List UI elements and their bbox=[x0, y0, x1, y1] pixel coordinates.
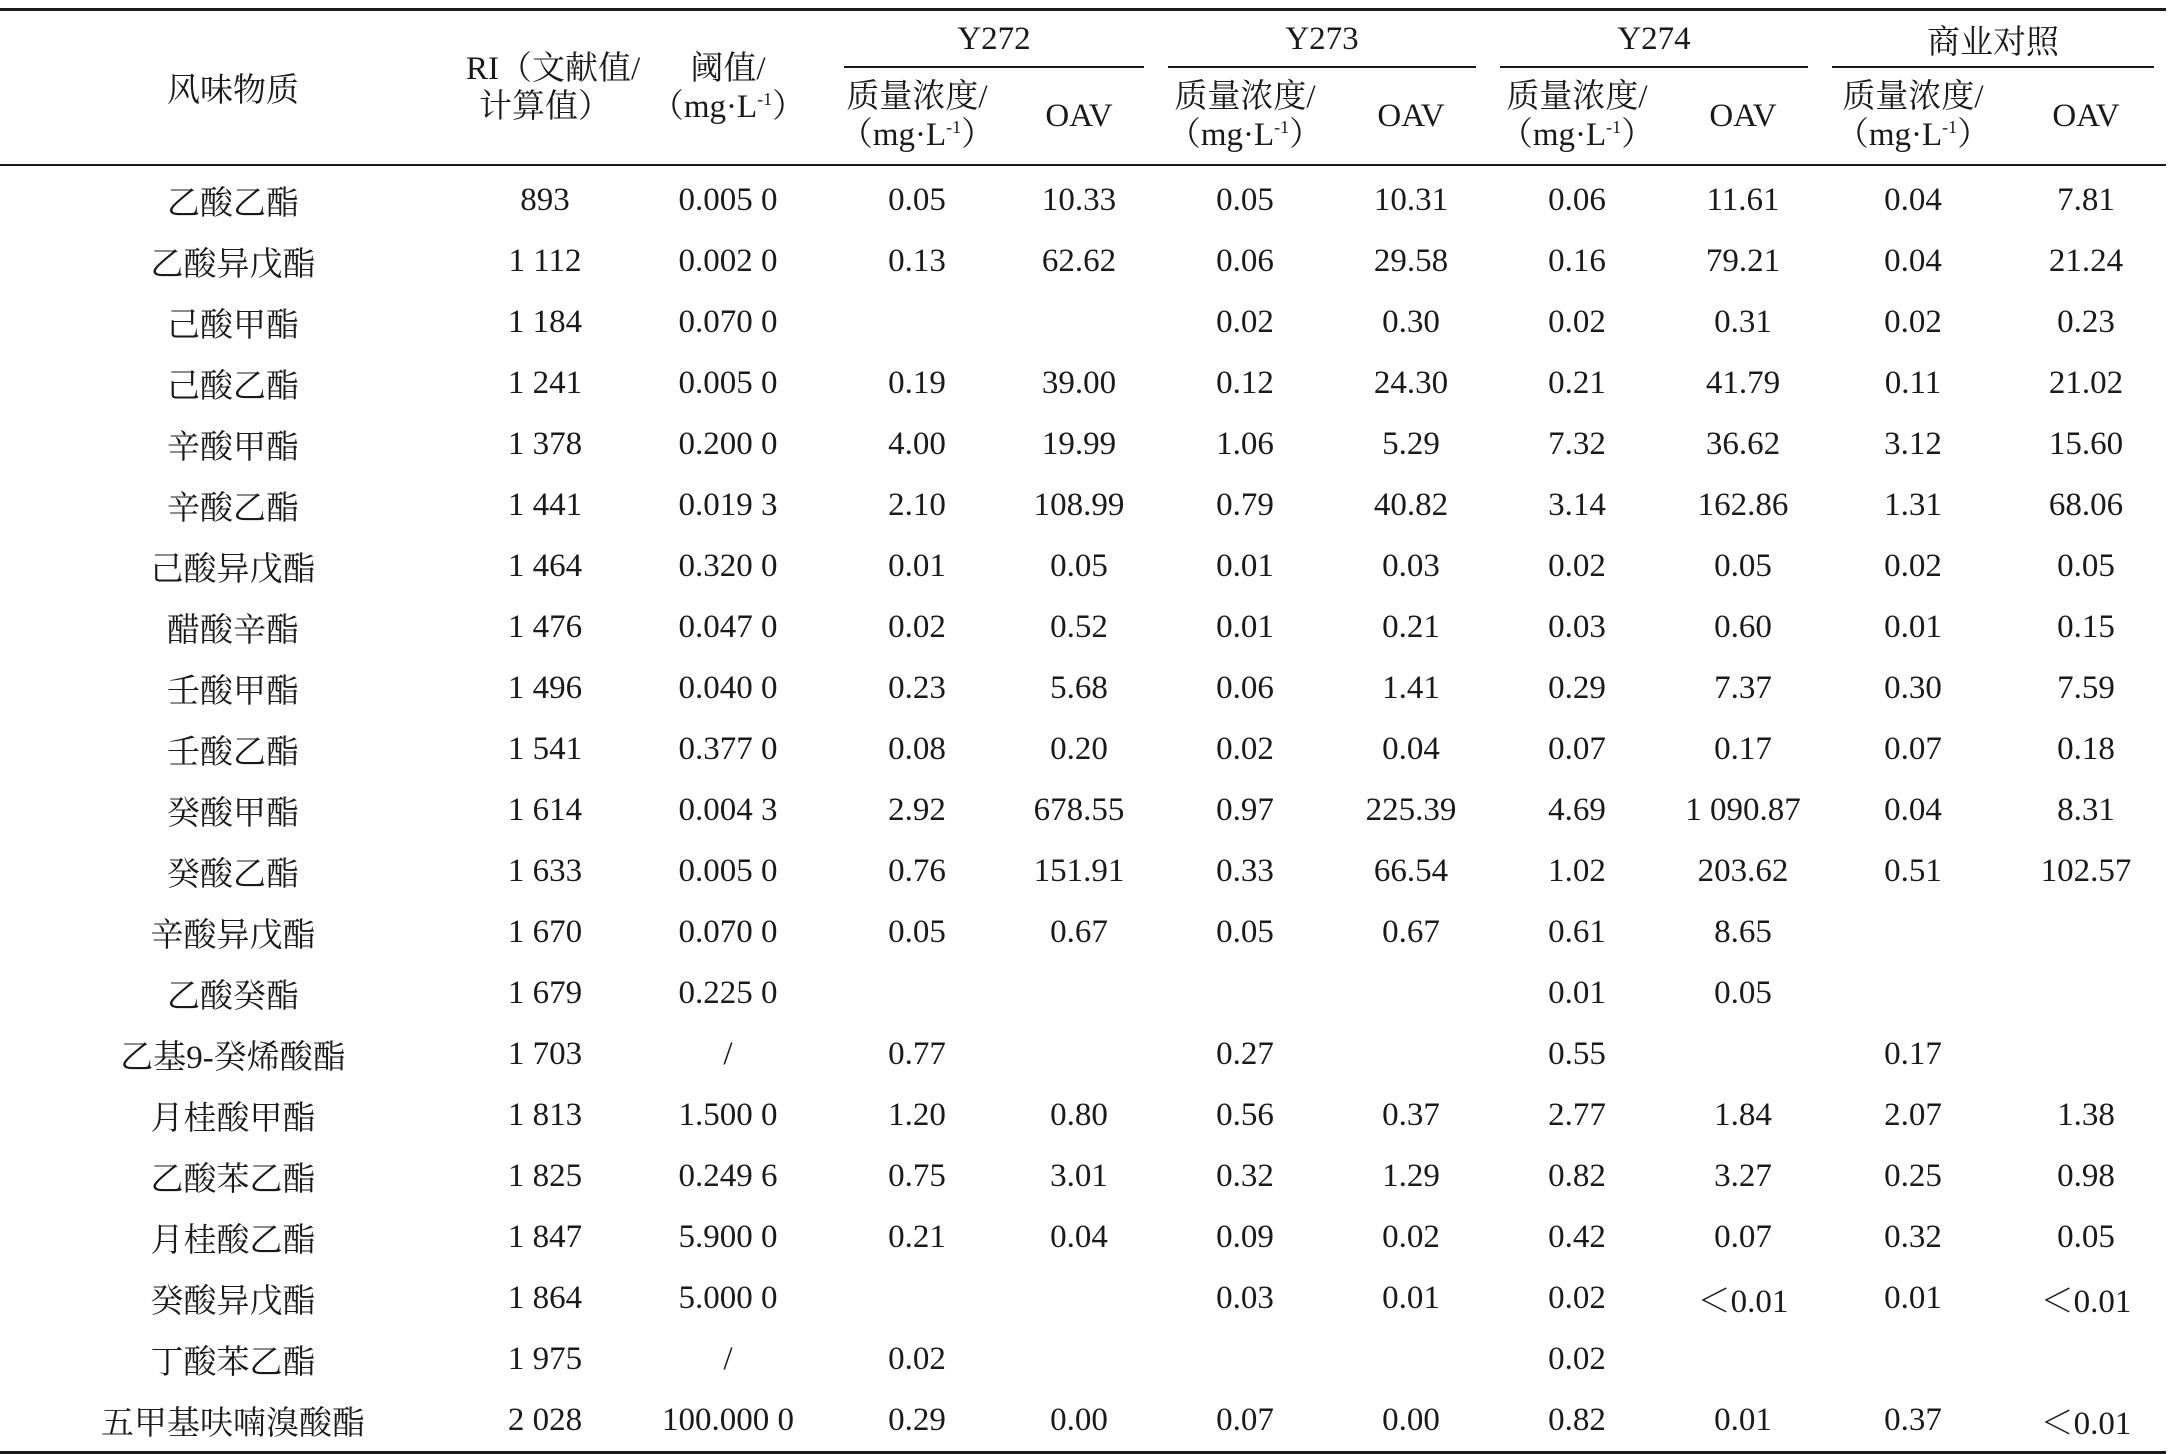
cell-threshold: 0.249 6 bbox=[678, 1158, 778, 1194]
cell-control-conc: 1.31 bbox=[1884, 487, 1942, 523]
cell-compound-name: 己酸乙酯 bbox=[167, 369, 299, 405]
cell-y274-conc: 0.82 bbox=[1548, 1158, 1606, 1194]
header-group-y274: Y274 bbox=[1488, 10, 1820, 69]
cell-ri: 1 633 bbox=[507, 853, 583, 889]
cell-y274-conc: 0.61 bbox=[1548, 914, 1606, 950]
cell-y273-oav: 0.30 bbox=[1382, 304, 1440, 340]
cell-ri: 1 184 bbox=[507, 304, 583, 340]
cell-ri: 1 112 bbox=[508, 243, 582, 279]
cell-ri: 893 bbox=[520, 182, 570, 218]
table-row bbox=[0, 658, 2166, 719]
cell-y272-oav: 39.00 bbox=[1041, 365, 1117, 401]
cell-ri: 1 703 bbox=[507, 1036, 583, 1072]
cell-y273-conc: 0.06 bbox=[1216, 243, 1274, 279]
cell-control-oav: 0.15 bbox=[2057, 609, 2115, 645]
cell-y273-oav bbox=[1334, 1329, 1488, 1390]
cell-control-oav: 0.23 bbox=[2057, 304, 2115, 340]
cell-y272-oav: 62.62 bbox=[1041, 243, 1117, 279]
table-body bbox=[0, 165, 2166, 1453]
cell-y274-oav: 0.05 bbox=[1714, 548, 1772, 584]
cell-control-conc: 0.11 bbox=[1884, 365, 1942, 401]
cell-y272-conc: 2.92 bbox=[888, 792, 946, 828]
cell-control-conc: 0.04 bbox=[1884, 182, 1942, 218]
cell-y274-conc: 0.02 bbox=[1548, 548, 1606, 584]
cell-y273-oav: 0.21 bbox=[1382, 609, 1440, 645]
table-row bbox=[0, 780, 2166, 841]
header-conc-y273: 质量浓度/ $(mg\cdot L^{-1})$ bbox=[1167, 79, 1323, 153]
cell-y274-oav: 0.60 bbox=[1714, 609, 1772, 645]
cell-control-conc: 2.07 bbox=[1884, 1097, 1942, 1133]
cell-y272-conc: 1.20 bbox=[888, 1097, 946, 1133]
cell-y272-oav: 0.52 bbox=[1050, 609, 1108, 645]
cell-control-oav: 15.60 bbox=[2048, 426, 2124, 462]
cell-ri: 1 864 bbox=[507, 1280, 583, 1316]
cell-y274-conc: 0.55 bbox=[1548, 1036, 1606, 1072]
cell-y273-oav: 29.58 bbox=[1373, 243, 1449, 279]
cell-ri: 1 476 bbox=[507, 609, 583, 645]
cell-y274-oav: 41.79 bbox=[1705, 365, 1781, 401]
cell-control-oav: ＜0.01 bbox=[2040, 1284, 2132, 1320]
cell-y272-conc: 0.05 bbox=[888, 182, 946, 218]
cell-y274-conc: 0.01 bbox=[1548, 975, 1606, 1011]
cell-y274-oav bbox=[1666, 1329, 1820, 1390]
cell-y273-conc: 0.27 bbox=[1216, 1036, 1274, 1072]
cell-control-oav: 7.59 bbox=[2057, 670, 2115, 706]
table-row bbox=[0, 902, 2166, 963]
cell-control-conc bbox=[1820, 1329, 2006, 1390]
cell-compound-name: 乙酸异戊酯 bbox=[150, 247, 316, 283]
cell-threshold: 0.070 0 bbox=[678, 304, 778, 340]
cell-control-conc: 0.02 bbox=[1884, 548, 1942, 584]
cell-control-conc: 0.01 bbox=[1884, 609, 1942, 645]
cell-control-conc: 0.25 bbox=[1884, 1158, 1942, 1194]
header-ri: RI（文献值/ 计算值） bbox=[466, 50, 641, 125]
cell-control-oav: 1.38 bbox=[2057, 1097, 2115, 1133]
cell-threshold: 0.047 0 bbox=[678, 609, 778, 645]
cell-compound-name: 癸酸异戊酯 bbox=[150, 1284, 316, 1320]
cell-threshold: 0.200 0 bbox=[678, 426, 778, 462]
cell-compound-name: 癸酸乙酯 bbox=[167, 857, 299, 893]
cell-y272-conc: 0.02 bbox=[888, 609, 946, 645]
cell-y272-oav: 0.00 bbox=[1002, 1390, 1156, 1453]
cell-y274-conc: 0.07 bbox=[1548, 731, 1606, 767]
cell-y274-conc: 0.03 bbox=[1548, 609, 1606, 645]
cell-compound-name: 乙酸苯乙酯 bbox=[150, 1162, 316, 1198]
cell-compound-name: 己酸异戊酯 bbox=[150, 552, 316, 588]
cell-y272-oav: 0.05 bbox=[1050, 548, 1108, 584]
cell-y272-conc: 0.23 bbox=[888, 670, 946, 706]
cell-threshold: 0.377 0 bbox=[678, 731, 778, 767]
cell-y274-conc: 0.42 bbox=[1548, 1219, 1606, 1255]
cell-threshold: 5.000 0 bbox=[678, 1280, 778, 1316]
cell-y274-oav: 1.84 bbox=[1714, 1097, 1772, 1133]
cell-y272-conc bbox=[832, 963, 1002, 1024]
cell-control-oav: 102.57 bbox=[2040, 853, 2132, 889]
cell-control-oav: 21.02 bbox=[2048, 365, 2124, 401]
cell-y272-oav: 151.91 bbox=[1033, 853, 1125, 889]
cell-control-oav bbox=[2006, 902, 2166, 963]
cell-y274-oav: 162.86 bbox=[1697, 487, 1789, 523]
cell-y274-oav bbox=[1666, 1024, 1820, 1085]
cell-y273-oav: 0.03 bbox=[1382, 548, 1440, 584]
cell-y272-oav: 0.04 bbox=[1050, 1219, 1108, 1255]
header-oav-y274: OAV bbox=[1709, 98, 1777, 134]
cell-ri: 1 679 bbox=[507, 975, 583, 1011]
cell-control-oav: 21.24 bbox=[2048, 243, 2124, 279]
cell-ri: 1 464 bbox=[507, 548, 583, 584]
cell-compound-name: 五甲基呋喃溴酸酯 bbox=[0, 1390, 466, 1453]
cell-threshold: 1.500 0 bbox=[678, 1097, 778, 1133]
cell-y273-oav: 40.82 bbox=[1373, 487, 1449, 523]
header-row-groups bbox=[0, 10, 2166, 69]
cell-y273-oav: 225.39 bbox=[1365, 792, 1457, 828]
cell-y274-conc: 1.02 bbox=[1548, 853, 1606, 889]
cell-y274-oav: 0.31 bbox=[1714, 304, 1772, 340]
cell-y272-conc bbox=[832, 1268, 1002, 1329]
cell-threshold: / bbox=[723, 1341, 733, 1377]
cell-control-conc: 0.30 bbox=[1884, 670, 1942, 706]
cell-ri: 1 441 bbox=[507, 487, 583, 523]
cell-threshold: 0.320 0 bbox=[678, 548, 778, 584]
cell-y274-conc: 3.14 bbox=[1548, 487, 1606, 523]
cell-y273-oav: 66.54 bbox=[1373, 853, 1449, 889]
cell-y273-oav: 5.29 bbox=[1382, 426, 1440, 462]
cell-y272-conc: 4.00 bbox=[888, 426, 946, 462]
cell-y274-oav: 79.21 bbox=[1705, 243, 1781, 279]
cell-compound-name: 癸酸甲酯 bbox=[167, 796, 299, 832]
cell-y274-conc: 2.77 bbox=[1548, 1097, 1606, 1133]
header-conc-control: 质量浓度/ $(mg\cdot L^{-1})$ bbox=[1835, 79, 1991, 153]
cell-y273-oav: 0.37 bbox=[1382, 1097, 1440, 1133]
cell-control-oav: ＜0.01 bbox=[2006, 1390, 2166, 1453]
cell-y273-oav: 0.01 bbox=[1382, 1280, 1440, 1316]
cell-y272-conc: 0.02 bbox=[888, 1341, 946, 1377]
cell-y272-oav bbox=[1002, 963, 1156, 1024]
cell-y273-conc: 0.32 bbox=[1216, 1158, 1274, 1194]
cell-control-conc: 0.37 bbox=[1820, 1390, 2006, 1453]
cell-control-conc: 3.12 bbox=[1884, 426, 1942, 462]
cell-y274-conc: 0.29 bbox=[1548, 670, 1606, 706]
cell-y272-conc: 0.01 bbox=[888, 548, 946, 584]
cell-y272-conc: 0.77 bbox=[888, 1036, 946, 1072]
cell-y274-conc: 0.02 bbox=[1548, 304, 1606, 340]
cell-ri: 1 670 bbox=[507, 914, 583, 950]
cell-y273-conc: 0.06 bbox=[1216, 670, 1274, 706]
cell-compound-name: 丁酸苯乙酯 bbox=[150, 1345, 316, 1381]
cell-ri: 1 541 bbox=[507, 731, 583, 767]
cell-y273-oav bbox=[1334, 1024, 1488, 1085]
cell-y273-conc: 0.07 bbox=[1156, 1390, 1334, 1453]
cell-ri: 2 028 bbox=[466, 1390, 624, 1453]
cell-y274-conc: 0.21 bbox=[1548, 365, 1606, 401]
cell-y274-oav: 1 090.87 bbox=[1685, 792, 1801, 828]
table-row bbox=[0, 1146, 2166, 1207]
cell-ri: 1 614 bbox=[507, 792, 583, 828]
cell-control-oav: 0.98 bbox=[2057, 1158, 2115, 1194]
table-row bbox=[0, 1268, 2166, 1329]
header-oav-control: OAV bbox=[2052, 98, 2120, 134]
cell-threshold: / bbox=[723, 1036, 733, 1072]
header-threshold: 阈值/ $(mg\cdot L^{-1})$ bbox=[650, 50, 806, 125]
cell-y272-oav: 10.33 bbox=[1041, 182, 1117, 218]
cell-y274-oav: 36.62 bbox=[1705, 426, 1781, 462]
cell-threshold: 0.040 0 bbox=[678, 670, 778, 706]
cell-y272-oav bbox=[1002, 1268, 1156, 1329]
cell-y274-conc: 0.02 bbox=[1548, 1280, 1606, 1316]
table-row bbox=[0, 1207, 2166, 1268]
cell-y273-oav: 0.02 bbox=[1382, 1219, 1440, 1255]
cell-compound-name: 月桂酸乙酯 bbox=[150, 1223, 316, 1259]
cell-y273-conc: 0.56 bbox=[1216, 1097, 1274, 1133]
cell-threshold: 0.225 0 bbox=[678, 975, 778, 1011]
cell-y272-conc: 0.76 bbox=[888, 853, 946, 889]
cell-y273-conc: 0.01 bbox=[1216, 548, 1274, 584]
cell-y273-conc: 0.01 bbox=[1216, 609, 1274, 645]
cell-ri: 1 825 bbox=[507, 1158, 583, 1194]
cell-y272-oav: 0.80 bbox=[1050, 1097, 1108, 1133]
cell-threshold: 100.000 0 bbox=[624, 1390, 832, 1453]
table-row bbox=[0, 719, 2166, 780]
cell-compound-name: 壬酸乙酯 bbox=[167, 735, 299, 771]
cell-control-conc: 0.17 bbox=[1884, 1036, 1942, 1072]
cell-threshold: 0.005 0 bbox=[678, 182, 778, 218]
cell-ri: 1 847 bbox=[507, 1219, 583, 1255]
cell-y273-oav: 10.31 bbox=[1373, 182, 1449, 218]
header-group-y272: Y272 bbox=[832, 10, 1156, 69]
cell-compound-name: 辛酸乙酯 bbox=[167, 491, 299, 527]
table-row bbox=[0, 292, 2166, 353]
cell-compound-name: 醋酸辛酯 bbox=[167, 613, 299, 649]
cell-y273-conc: 1.06 bbox=[1216, 426, 1274, 462]
cell-control-oav: 68.06 bbox=[2048, 487, 2124, 523]
cell-y273-oav: 1.29 bbox=[1382, 1158, 1440, 1194]
table-row bbox=[0, 963, 2166, 1024]
cell-ri: 1 241 bbox=[507, 365, 583, 401]
cell-y273-conc: 0.09 bbox=[1216, 1219, 1274, 1255]
cell-control-conc bbox=[1820, 902, 2006, 963]
cell-control-conc bbox=[1820, 963, 2006, 1024]
cell-compound-name: 乙基9-癸烯酸酯 bbox=[120, 1040, 346, 1076]
cell-y274-oav: 7.37 bbox=[1714, 670, 1772, 706]
table-row bbox=[0, 165, 2166, 231]
cell-y273-conc: 0.33 bbox=[1216, 853, 1274, 889]
cell-control-oav bbox=[2006, 963, 2166, 1024]
cell-ri: 1 813 bbox=[507, 1097, 583, 1133]
cell-y272-oav: 19.99 bbox=[1041, 426, 1117, 462]
cell-control-oav: 7.81 bbox=[2057, 182, 2115, 218]
cell-compound-name: 月桂酸甲酯 bbox=[150, 1101, 316, 1137]
cell-y272-conc: 0.08 bbox=[888, 731, 946, 767]
header-flavor: 风味物质 bbox=[167, 73, 299, 109]
cell-y273-oav: 0.04 bbox=[1382, 731, 1440, 767]
cell-ri: 1 378 bbox=[507, 426, 583, 462]
table-row bbox=[0, 1390, 2166, 1453]
cell-y272-conc: 0.21 bbox=[888, 1219, 946, 1255]
cell-control-oav: 0.05 bbox=[2057, 548, 2115, 584]
table-row bbox=[0, 841, 2166, 902]
cell-y272-oav: 3.01 bbox=[1050, 1158, 1108, 1194]
table-row bbox=[0, 475, 2166, 536]
cell-y273-oav bbox=[1334, 963, 1488, 1024]
cell-compound-name: 壬酸甲酯 bbox=[167, 674, 299, 710]
cell-y273-conc: 0.12 bbox=[1216, 365, 1274, 401]
cell-y274-oav: 8.65 bbox=[1714, 914, 1772, 950]
cell-y272-oav bbox=[1002, 1329, 1156, 1390]
cell-y273-conc bbox=[1156, 963, 1334, 1024]
cell-y274-oav: 3.27 bbox=[1714, 1158, 1772, 1194]
cell-control-conc: 0.32 bbox=[1884, 1219, 1942, 1255]
header-oav-y272: OAV bbox=[1045, 98, 1113, 134]
cell-control-oav: 8.31 bbox=[2057, 792, 2115, 828]
cell-y274-oav: ＜0.01 bbox=[1697, 1284, 1789, 1320]
cell-y273-conc: 0.05 bbox=[1216, 914, 1274, 950]
header-oav-y273: OAV bbox=[1377, 98, 1445, 134]
cell-compound-name: 己酸甲酯 bbox=[167, 308, 299, 344]
cell-y274-oav: 0.17 bbox=[1714, 731, 1772, 767]
cell-y273-oav: 0.00 bbox=[1334, 1390, 1488, 1453]
cell-y274-conc: 0.06 bbox=[1548, 182, 1606, 218]
cell-y273-conc: 0.02 bbox=[1216, 731, 1274, 767]
table-row bbox=[0, 1024, 2166, 1085]
cell-y272-conc: 0.19 bbox=[888, 365, 946, 401]
cell-y272-conc: 0.29 bbox=[832, 1390, 1002, 1453]
table-row bbox=[0, 1085, 2166, 1146]
cell-y273-oav: 0.67 bbox=[1382, 914, 1440, 950]
cell-y274-conc: 0.02 bbox=[1548, 1341, 1606, 1377]
cell-y273-conc: 0.03 bbox=[1216, 1280, 1274, 1316]
cell-y272-conc: 0.13 bbox=[888, 243, 946, 279]
header-group-control: 商业对照 bbox=[1820, 10, 2166, 69]
cell-threshold: 0.070 0 bbox=[678, 914, 778, 950]
table-row bbox=[0, 536, 2166, 597]
table-row bbox=[0, 414, 2166, 475]
cell-compound-name: 乙酸癸酯 bbox=[167, 979, 299, 1015]
cell-y273-conc bbox=[1156, 1329, 1334, 1390]
cell-ri: 1 496 bbox=[507, 670, 583, 706]
cell-threshold: 0.005 0 bbox=[678, 853, 778, 889]
cell-control-conc: 0.04 bbox=[1884, 243, 1942, 279]
header-group-y273: Y273 bbox=[1156, 10, 1488, 69]
cell-threshold: 0.005 0 bbox=[678, 365, 778, 401]
cell-threshold: 0.004 3 bbox=[678, 792, 778, 828]
cell-control-conc: 0.04 bbox=[1884, 792, 1942, 828]
cell-control-oav: 0.18 bbox=[2057, 731, 2115, 767]
cell-y273-conc: 0.05 bbox=[1216, 182, 1274, 218]
cell-y274-oav: 0.07 bbox=[1714, 1219, 1772, 1255]
cell-y272-oav: 5.68 bbox=[1050, 670, 1108, 706]
flavor-compound-table bbox=[0, 8, 2166, 1454]
cell-y273-oav: 24.30 bbox=[1373, 365, 1449, 401]
cell-compound-name: 辛酸异戊酯 bbox=[150, 918, 316, 954]
cell-y272-conc: 0.75 bbox=[888, 1158, 946, 1194]
table-row bbox=[0, 353, 2166, 414]
cell-y272-oav bbox=[1002, 292, 1156, 353]
cell-y273-oav: 1.41 bbox=[1382, 670, 1440, 706]
cell-y272-oav bbox=[1002, 1024, 1156, 1085]
table-row bbox=[0, 231, 2166, 292]
cell-y272-oav: 108.99 bbox=[1033, 487, 1125, 523]
cell-y272-oav: 678.55 bbox=[1033, 792, 1125, 828]
cell-control-conc: 0.07 bbox=[1884, 731, 1942, 767]
cell-y273-conc: 0.97 bbox=[1216, 792, 1274, 828]
cell-control-oav bbox=[2006, 1329, 2166, 1390]
header-conc-y272: 质量浓度/ $(mg\cdot L^{-1})$ bbox=[839, 79, 995, 153]
cell-y272-conc: 2.10 bbox=[888, 487, 946, 523]
cell-control-conc: 0.01 bbox=[1884, 1280, 1942, 1316]
cell-y273-conc: 0.02 bbox=[1216, 304, 1274, 340]
cell-y274-oav: 0.05 bbox=[1714, 975, 1772, 1011]
cell-threshold: 0.002 0 bbox=[678, 243, 778, 279]
cell-y274-conc: 7.32 bbox=[1548, 426, 1606, 462]
cell-y274-oav: 0.01 bbox=[1666, 1390, 1820, 1453]
table-row bbox=[0, 597, 2166, 658]
cell-ri: 1 975 bbox=[507, 1341, 583, 1377]
cell-y272-conc bbox=[832, 292, 1002, 353]
cell-y272-oav: 0.20 bbox=[1050, 731, 1108, 767]
cell-control-conc: 0.51 bbox=[1884, 853, 1942, 889]
cell-y274-conc: 0.16 bbox=[1548, 243, 1606, 279]
cell-y274-conc: 0.82 bbox=[1488, 1390, 1666, 1453]
cell-compound-name: 辛酸甲酯 bbox=[167, 430, 299, 466]
cell-control-oav bbox=[2006, 1024, 2166, 1085]
header-conc-y274: 质量浓度/ $(mg\cdot L^{-1})$ bbox=[1499, 79, 1655, 153]
cell-y274-oav: 203.62 bbox=[1697, 853, 1789, 889]
cell-y272-oav: 0.67 bbox=[1050, 914, 1108, 950]
cell-compound-name: 乙酸乙酯 bbox=[167, 186, 299, 222]
cell-control-oav: 0.05 bbox=[2057, 1219, 2115, 1255]
cell-y273-conc: 0.79 bbox=[1216, 487, 1274, 523]
cell-y274-conc: 4.69 bbox=[1548, 792, 1606, 828]
table-row bbox=[0, 1329, 2166, 1390]
cell-y272-conc: 0.05 bbox=[888, 914, 946, 950]
cell-threshold: 5.900 0 bbox=[678, 1219, 778, 1255]
cell-control-conc: 0.02 bbox=[1884, 304, 1942, 340]
cell-y274-oav: 11.61 bbox=[1706, 182, 1780, 218]
cell-threshold: 0.019 3 bbox=[678, 487, 778, 523]
